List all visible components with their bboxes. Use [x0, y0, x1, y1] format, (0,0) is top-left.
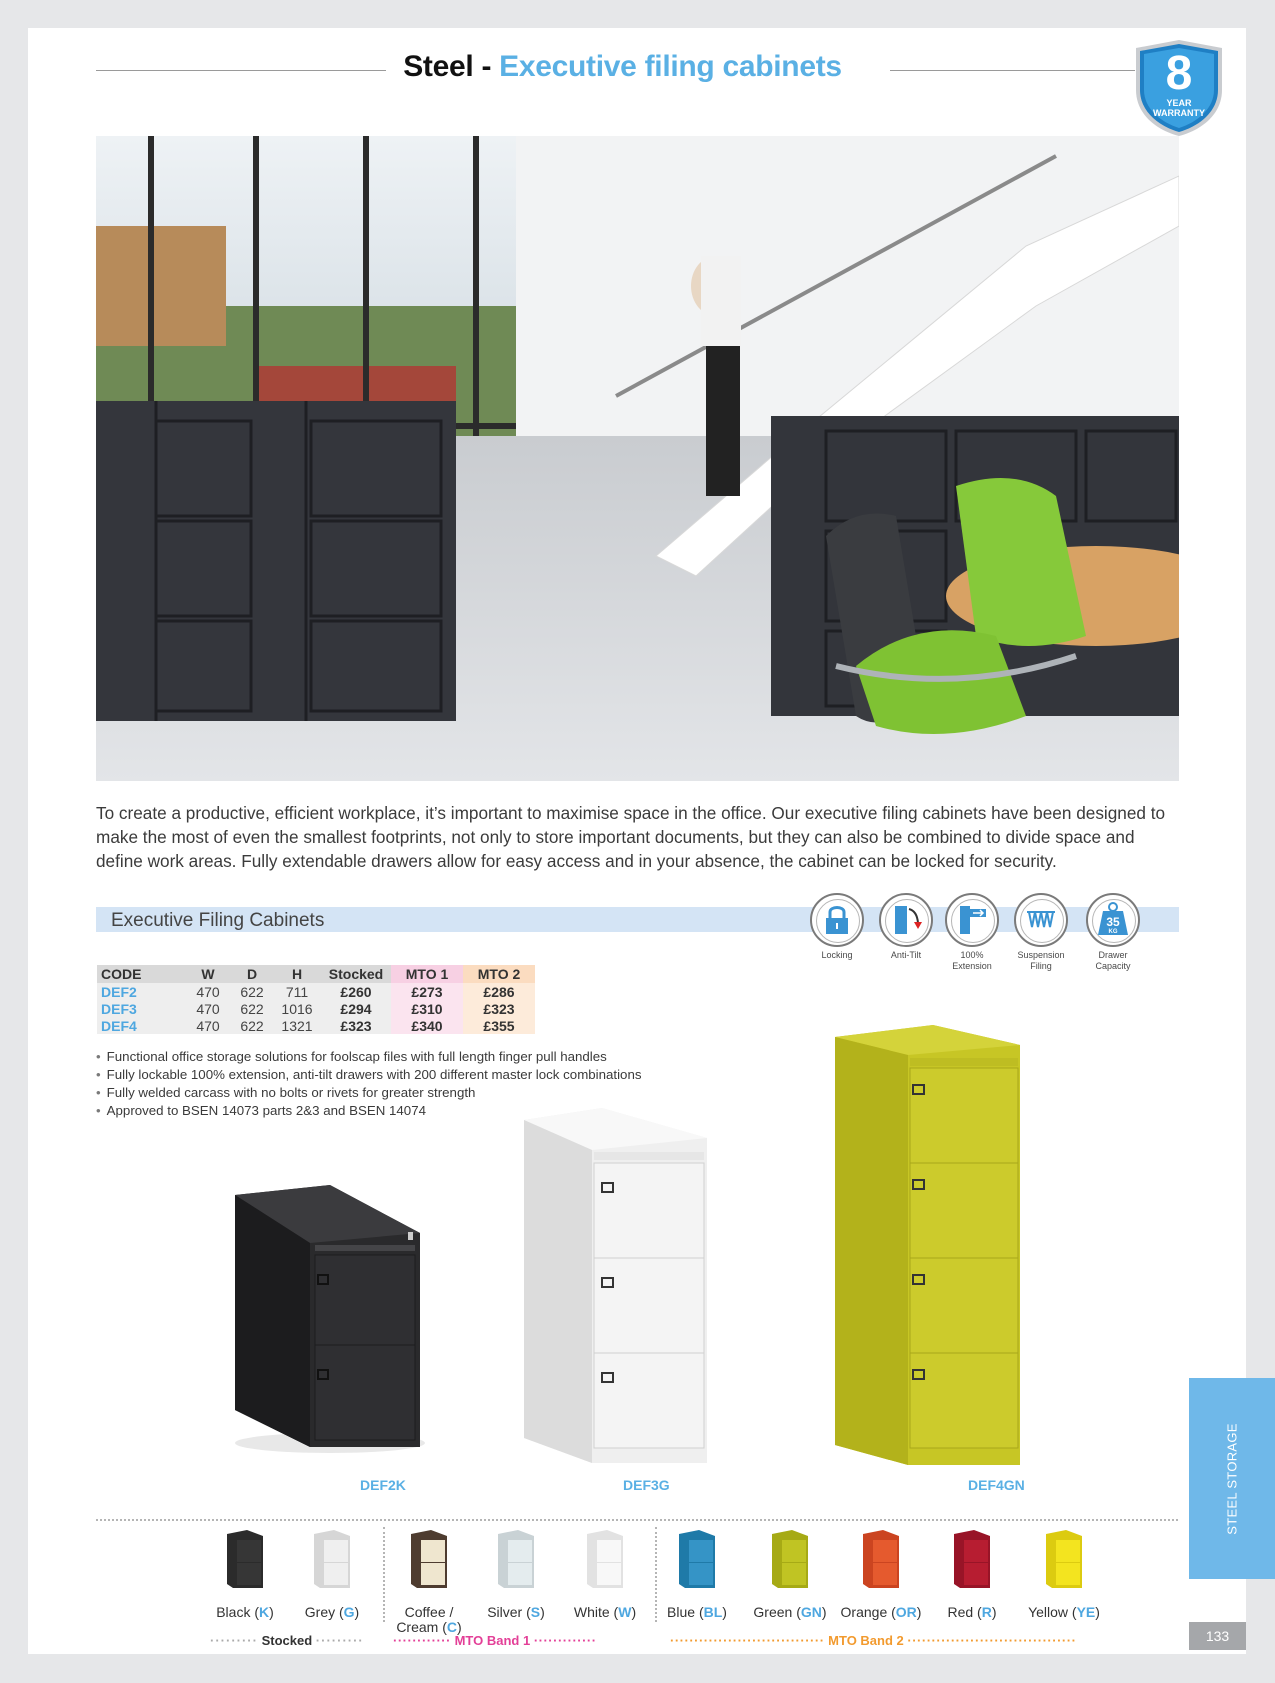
- table-row: [97, 983, 535, 1000]
- cell-h: 711: [285, 983, 309, 1000]
- intro-paragraph: To create a productive, efficient workplace, it’s important to maximise space in the office. Our executive filing cabinets have been designed to make the most of even the smallest footprints, not only to store important documents, but they can also be combined to divide space and define work areas. Fully extendable drawers allow for easy access and in your absence, the cabinet can be locked for security.: [96, 803, 1166, 871]
- swatch-name-line-2: Cream (: [396, 1619, 447, 1635]
- band-mto1-label: MTO Band 1: [454, 1633, 531, 1648]
- swatch-paren: ): [457, 1619, 462, 1635]
- feature-label-line-1: Suspension: [1017, 950, 1065, 960]
- feature-label-line-2: Extension: [952, 961, 992, 971]
- swatch-code: S: [530, 1604, 541, 1620]
- swatch-blue: [652, 1530, 742, 1620]
- band-stocked-label: Stocked: [261, 1633, 313, 1648]
- swatch-coffee-cream: [384, 1530, 474, 1635]
- cell-d: 622: [240, 1000, 264, 1017]
- swatch-name: White (: [573, 1604, 619, 1620]
- swatch-name: Yellow (: [1028, 1604, 1077, 1620]
- product-label-def2k: DEF2K: [360, 1477, 406, 1493]
- swatch-name: Black (: [216, 1604, 259, 1620]
- page-number: 133: [1189, 1622, 1246, 1650]
- cell-w: 470: [196, 1000, 220, 1017]
- swatch-name: Red (: [947, 1604, 982, 1620]
- feature-locking: [800, 893, 874, 961]
- cabinet-swatch-icon: [677, 1530, 717, 1590]
- section-title: Executive Filing Cabinets: [111, 910, 325, 931]
- swatch-paren: ): [269, 1604, 274, 1620]
- swatch-label: [836, 1605, 926, 1620]
- feature-label-line-2: Capacity: [1095, 961, 1131, 971]
- product-image-def3g: [522, 1108, 712, 1468]
- band-mto2-label: MTO Band 2: [828, 1633, 904, 1648]
- bullet-item: • Fully welded carcass with no bolts or rivets for greater strength: [96, 1084, 642, 1102]
- swatch-label: [745, 1605, 835, 1620]
- cabinet-swatch-icon: [861, 1530, 901, 1590]
- product-label-def4gn: DEF4GN: [968, 1477, 1025, 1493]
- cell-stocked: £260: [340, 983, 372, 1000]
- lock-icon: [812, 895, 862, 945]
- swatch-code: OR: [895, 1604, 917, 1620]
- swatch-label: [1019, 1605, 1109, 1620]
- swatch-name: Green (: [753, 1604, 801, 1620]
- feature-suspension-filing: [1004, 893, 1078, 972]
- title-part-1: Steel -: [403, 50, 500, 83]
- cabinet-swatch-icon: [225, 1530, 265, 1590]
- cabinet-swatch-icon: [952, 1530, 992, 1590]
- feature-label: [1004, 950, 1078, 972]
- bullet-item: • Functional office storage solutions for foolscap files with full length finger pull handles: [96, 1048, 642, 1066]
- swatch-label: [287, 1605, 377, 1620]
- feature-drawer-capacity: [1076, 893, 1150, 972]
- extension-icon: [947, 895, 997, 945]
- swatch-grey: [287, 1530, 377, 1620]
- page-title: [0, 50, 1245, 84]
- band-stocked: ········· Stocked ·········: [210, 1633, 364, 1648]
- swatch-label: [927, 1605, 1017, 1620]
- feature-anti-tilt: [869, 893, 943, 961]
- band-mto2: ································ MTO Band 2 ···································: [670, 1633, 1077, 1648]
- swatch-paren: ): [540, 1604, 545, 1620]
- swatch-paren: ): [821, 1604, 827, 1620]
- product-image-def4gn: [833, 1025, 1023, 1469]
- swatch-name: Silver (: [487, 1604, 531, 1620]
- table-row: [97, 1017, 535, 1034]
- col-code: CODE: [101, 966, 142, 982]
- weight-icon: [1088, 895, 1138, 945]
- swatch-code: BL: [703, 1604, 723, 1620]
- swatch-code: W: [618, 1604, 632, 1620]
- warranty-number: 8: [1165, 47, 1193, 100]
- cell-h: 1016: [281, 1000, 313, 1017]
- swatch-black: [200, 1530, 290, 1620]
- swatch-code: R: [981, 1604, 992, 1620]
- cell-mto1: £310: [391, 1000, 463, 1017]
- cell-w: 470: [196, 983, 220, 1000]
- cabinet-swatch-icon: [496, 1530, 536, 1590]
- weight-badge-unit: KG: [1108, 929, 1118, 935]
- swatch-paren: ): [991, 1604, 997, 1620]
- band-mto1: ············ MTO Band 1 ·············: [393, 1633, 597, 1648]
- col-d: D: [246, 966, 258, 982]
- section-side-tab: [1189, 1378, 1275, 1579]
- bullet-item: • Approved to BSEN 14073 parts 2&3 and BSEN 14074: [96, 1102, 642, 1120]
- feature-label: [1076, 950, 1150, 972]
- cell-w: 470: [196, 1017, 220, 1034]
- warranty-line-1: YEAR: [1166, 98, 1192, 108]
- swatch-label: [384, 1605, 474, 1635]
- feature-label-line-1: Drawer: [1098, 950, 1128, 960]
- product-image-def2k: [230, 1185, 430, 1455]
- swatch-name: Orange (: [840, 1604, 896, 1620]
- cell-code: DEF3: [101, 1000, 137, 1017]
- cell-stocked: £294: [340, 1000, 372, 1017]
- weight-badge-number: 35: [1106, 915, 1120, 929]
- bullet-item: • Fully lockable 100% extension, anti-tilt drawers with 200 different master lock combinations: [96, 1066, 642, 1084]
- swatch-label: [652, 1605, 742, 1620]
- cell-code: DEF2: [101, 983, 137, 1000]
- col-mto1: MTO 1: [391, 965, 463, 983]
- cell-mto2: £355: [463, 1017, 535, 1034]
- swatch-divider: [96, 1519, 1178, 1521]
- feature-label: Locking: [821, 950, 853, 960]
- cell-d: 622: [240, 983, 264, 1000]
- swatch-code: C: [446, 1619, 457, 1635]
- swatch-code: YE: [1076, 1604, 1096, 1620]
- office-photo: [96, 136, 1179, 781]
- cabinet-swatch-icon: [1044, 1530, 1084, 1590]
- warranty-badge: [1132, 38, 1226, 138]
- feature-label: Anti-Tilt: [890, 950, 922, 960]
- swatch-white: [560, 1530, 650, 1620]
- cabinet-swatch-icon: [585, 1530, 625, 1590]
- feature-label-line-2: Filing: [1030, 961, 1052, 971]
- cell-stocked: £323: [340, 1017, 372, 1034]
- product-label-def3g: DEF3G: [623, 1477, 670, 1493]
- swatch-paren: ): [354, 1604, 360, 1620]
- swatch-paren: ): [916, 1604, 922, 1620]
- swatch-code: GN: [800, 1604, 822, 1620]
- table-row: [97, 1000, 535, 1017]
- suspension-filing-icon: [1016, 895, 1066, 945]
- cell-d: 622: [240, 1017, 264, 1034]
- cell-mto1: £340: [391, 1017, 463, 1034]
- anti-tilt-icon: [881, 895, 931, 945]
- swatch-label: [200, 1605, 290, 1620]
- swatch-red: [927, 1530, 1017, 1620]
- swatch-code: G: [343, 1604, 355, 1620]
- swatch-paren: ): [1095, 1604, 1100, 1620]
- swatch-label: [560, 1605, 650, 1620]
- cabinet-swatch-icon: [312, 1530, 352, 1590]
- cell-mto2: £323: [463, 1000, 535, 1017]
- price-table: [97, 965, 535, 1034]
- swatch-name: Coffee /: [404, 1604, 454, 1620]
- warranty-line-2: WARRANTY: [1153, 108, 1205, 118]
- cell-mto1: £273: [391, 983, 463, 1000]
- swatch-green: [745, 1530, 835, 1620]
- swatch-name: Blue (: [667, 1604, 704, 1620]
- swatch-paren: ): [631, 1604, 637, 1620]
- cell-mto2: £286: [463, 983, 535, 1000]
- swatch-name: Grey (: [304, 1604, 344, 1620]
- title-part-2: Executive filing cabinets: [499, 50, 842, 83]
- feature-extension: [935, 893, 1009, 972]
- col-mto2: MTO 2: [463, 965, 535, 983]
- swatch-silver: [471, 1530, 561, 1620]
- cell-code: DEF4: [101, 1017, 137, 1034]
- table-header-row: [97, 965, 535, 983]
- cell-h: 1321: [281, 1017, 313, 1034]
- swatch-label: [471, 1605, 561, 1620]
- col-h: H: [291, 966, 303, 982]
- swatch-code: K: [259, 1604, 270, 1620]
- swatch-orange: [836, 1530, 926, 1620]
- cabinet-swatch-icon: [770, 1530, 810, 1590]
- swatch-paren: ): [722, 1604, 727, 1620]
- side-tab-label: STEEL STORAGE: [1224, 1422, 1240, 1535]
- cabinet-swatch-icon: [409, 1530, 449, 1590]
- col-stocked: Stocked: [328, 966, 384, 982]
- swatch-yellow: [1019, 1530, 1109, 1620]
- col-w: W: [201, 966, 215, 982]
- feature-label: [935, 950, 1009, 972]
- feature-label-line-1: 100%: [960, 950, 984, 960]
